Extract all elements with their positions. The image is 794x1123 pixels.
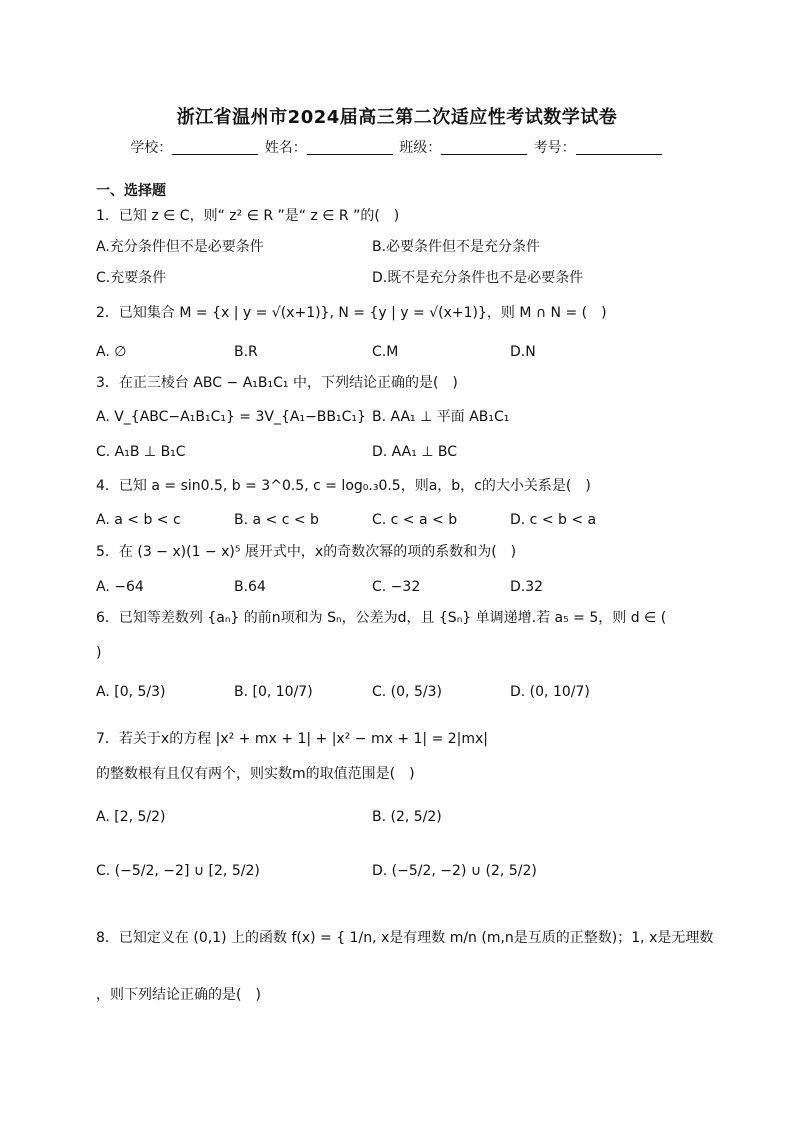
question-4-option-c: C. c < a < b: [372, 512, 458, 528]
question-5-option-c: C. −32: [372, 579, 421, 595]
question-4-option-a: A. a < b < c: [96, 512, 181, 528]
question-1-option-b: B.必要条件但不是充分条件: [372, 239, 541, 255]
question-2-option-a: A. ∅: [96, 344, 127, 360]
question-6-option-b: B. [0, 10/7): [234, 684, 313, 700]
question-3-stem: 3．在正三棱台 ABC − A₁B₁C₁ 中，下列结论正确的是( ): [96, 375, 458, 391]
question-3-option-c: C. A₁B ⊥ B₁C: [96, 444, 186, 460]
question-4-option-b: B. a < c < b: [234, 512, 319, 528]
school-label: 学校：: [130, 140, 173, 156]
question-4-option-d: D. c < b < a: [510, 512, 597, 528]
question-5-option-d: D.32: [510, 579, 544, 595]
question-3-option-d: D. AA₁ ⊥ BC: [372, 444, 458, 460]
question-7-option-a: A. [2, 5/2): [96, 809, 166, 825]
school-blank[interactable]: [172, 140, 258, 155]
question-1-option-a: A.充分条件但不是必要条件: [96, 239, 264, 255]
class-blank[interactable]: [441, 140, 527, 155]
question-3-option-a: A. V_{ABC−A₁B₁C₁} = 3V_{A₁−BB₁C₁}: [96, 409, 366, 425]
question-2-stem: 2．已知集合 M = {x | y = √(x+1)}, N = {y | y = √(x+1)}，则 M ∩ N = ( ): [96, 305, 607, 321]
question-8-stem-continued: ，则下列结论正确的是( ): [96, 987, 261, 1003]
question-3-option-b: B. AA₁ ⊥ 平面 AB₁C₁: [372, 409, 510, 425]
question-2-option-d: D.N: [510, 344, 536, 360]
question-8-stem: 8．已知定义在 (0,1) 上的函数 f(x) = { 1/n, x是有理数 m/n (m,n是互质的正整数)；1, x是无理数: [96, 930, 714, 946]
question-7-stem: 7．若关于x的方程 |x² + mx + 1| + |x² − mx + 1| = 2|mx|: [96, 731, 489, 747]
question-7-option-b: B. (2, 5/2): [372, 809, 442, 825]
question-6-option-a: A. [0, 5/3): [96, 684, 166, 700]
page-title: 浙江省温州市2024届高三第二次适应性考试数学试卷: [176, 107, 618, 128]
question-1-stem: 1．已知 z ∈ C，则“ z² ∈ R ”是“ z ∈ R ”的( ): [96, 208, 400, 224]
question-7-stem-continued: 的整数根有且仅有两个，则实数m的取值范围是( ): [96, 766, 415, 782]
question-6-option-d: D. (0, 10/7): [510, 684, 590, 700]
question-4-stem: 4．已知 a = sin0.5, b = 3^0.5, c = log₀.₃0.5，则a，b，c的大小关系是( ): [96, 478, 591, 494]
question-7-option-c: C. (−5/2, −2] ∪ [2, 5/2): [96, 863, 260, 879]
question-1-option-c: C.充要条件: [96, 270, 167, 286]
name-label: 姓名：: [264, 140, 307, 156]
question-6-stem: 6．已知等差数列 {aₙ} 的前n项和为 Sₙ，公差为d，且 {Sₙ} 单调递增.若 a₅ = 5，则 d ∈ (: [96, 610, 667, 626]
question-2-option-b: B.R: [234, 344, 258, 360]
question-6-option-c: C. (0, 5/3): [372, 684, 442, 700]
question-5-option-a: A. −64: [96, 579, 144, 595]
question-2-option-c: C.M: [372, 344, 399, 360]
question-6-stem-continued: ): [96, 645, 102, 661]
exam-number-label: 考号：: [533, 140, 576, 156]
question-5-option-b: B.64: [234, 579, 266, 595]
section-heading: 一、选择题: [96, 183, 166, 199]
question-5-stem: 5．在 (3 − x)(1 − x)⁵ 展开式中，x的奇数次幂的项的系数和为( ): [96, 544, 517, 560]
class-label: 班级：: [399, 140, 442, 156]
student-info-line: [0, 137, 794, 157]
exam-number-blank[interactable]: [576, 140, 662, 155]
question-1-option-d: D.既不是充分条件也不是必要条件: [372, 270, 584, 286]
question-7-option-d: D. (−5/2, −2) ∪ (2, 5/2): [372, 863, 537, 879]
name-blank[interactable]: [307, 140, 393, 155]
